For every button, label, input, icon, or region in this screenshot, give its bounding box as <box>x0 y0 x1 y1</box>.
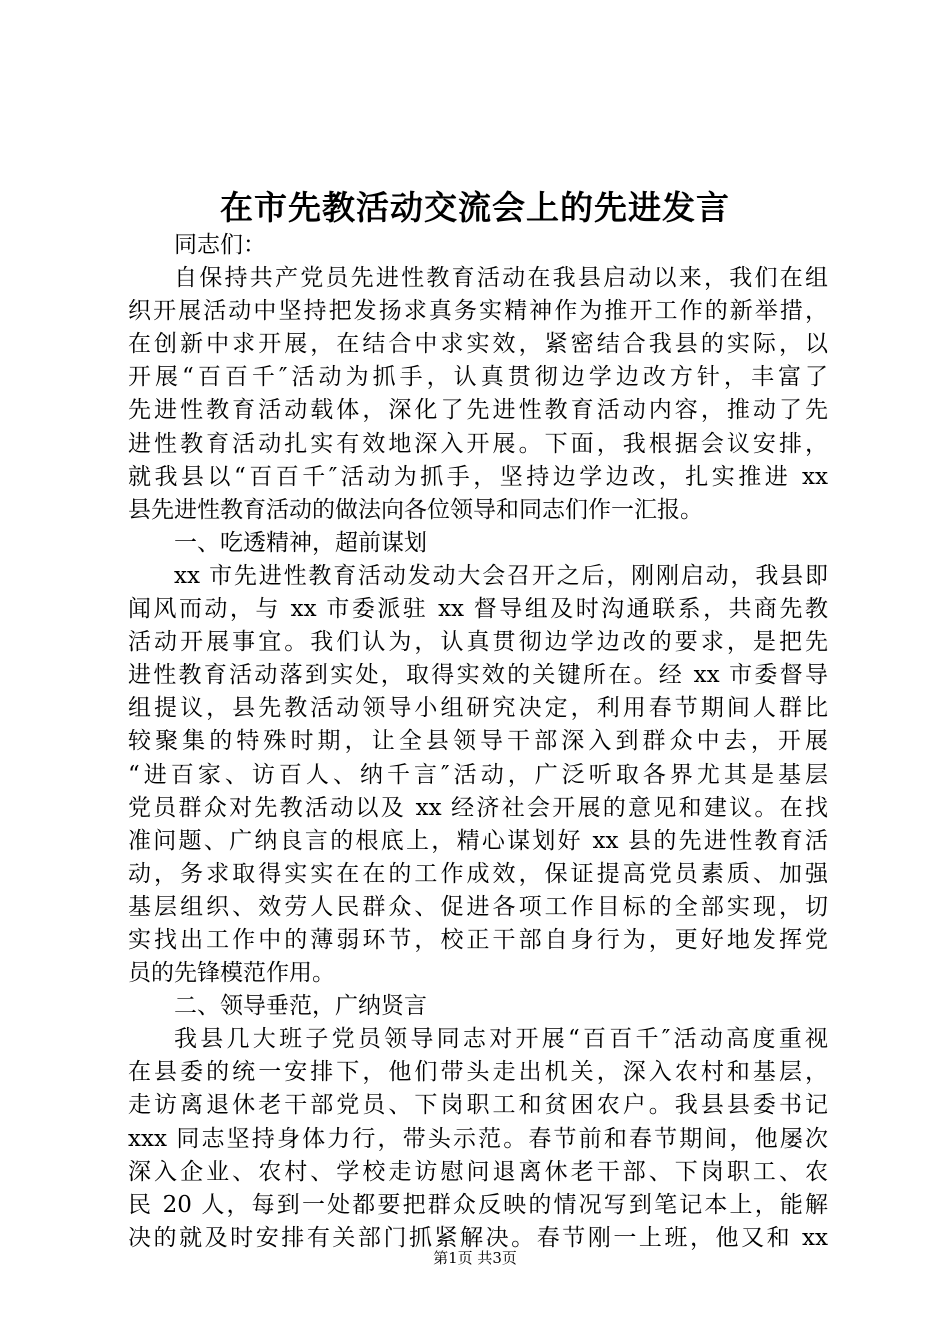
document-title: 在市先教活动交流会上的先进发言 <box>220 188 730 227</box>
paragraph-line: 员的先锋模范作用。 <box>128 960 335 987</box>
paragraph-line: 自保持共产党员先进性教育活动在我县启动以来，我们在组 <box>174 265 828 292</box>
paragraph-line: 基层组织、效劳人民群众、促进各项工作目标的全部实现，切 <box>128 893 828 920</box>
paragraph-line: 活动开展事宜。我们认为，认真贯彻边学边改的要求，是把先 <box>128 629 828 656</box>
paragraph-line: “进百家、访百人、纳千言″活动，广泛听取各界尤其是基层 <box>128 761 828 788</box>
paragraph-line: 开展“百百千″活动为抓手，认真贯彻边学边改方针，丰富了 <box>128 364 828 391</box>
paragraph-line: 决的就及时安排有关部门抓紧解决。春节刚一上班，他又和 xx <box>128 1224 828 1251</box>
paragraph-line: 织开展活动中坚持把发扬求真务实精神作为推开工作的新举措， <box>128 298 828 325</box>
paragraph-line: 准问题、广纳良言的根底上，精心谋划好 xx 县的先进性教育活 <box>128 827 828 854</box>
document-body <box>128 229 828 1255</box>
paragraph-line: 我县几大班子党员领导同志对开展“百百千″活动高度重视 <box>174 1026 828 1053</box>
paragraph-line: 闻风而动，与 xx 市委派驻 xx 督导组及时沟通联系，共商先教 <box>128 596 828 623</box>
paragraph-line: 党员群众对先教活动以及 xx 经济社会开展的意见和建议。在找 <box>128 794 828 821</box>
paragraph-line: 在创新中求开展，在结合中求实效，紧密结合我县的实际，以 <box>128 331 828 358</box>
section-heading: 二、领导垂范，广纳贤言 <box>174 993 427 1020</box>
paragraph-line: 进性教育活动落到实处，取得实效的关键所在。经 xx 市委督导 <box>128 662 828 689</box>
paragraph-line: 就我县以“百百千″活动为抓手，坚持边学边改，扎实推进 xx <box>128 463 828 490</box>
page-footer: 第1页 共3页 <box>433 1249 517 1267</box>
paragraph-line: 较聚集的特殊时期，让全县领导干部深入到群众中去，开展 <box>128 728 828 755</box>
paragraph-line: 在县委的统一安排下，他们带头走出机关，深入农村和基层， <box>128 1059 828 1086</box>
paragraph-line: 深入企业、农村、学校走访慰问退离休老干部、下岗职工、农 <box>128 1158 828 1185</box>
section-heading: 一、吃透精神，超前谋划 <box>174 529 427 556</box>
paragraph-line: xx 市先进性教育活动发动大会召开之后，刚刚启动，我县即 <box>174 562 828 589</box>
paragraph-line: 进性教育活动扎实有效地深入开展。下面，我根据会议安排， <box>128 430 828 457</box>
paragraph-line: 先进性教育活动载体，深化了先进性教育活动内容，推动了先 <box>128 397 828 424</box>
paragraph-line: 县先进性教育活动的做法向各位领导和同志们作一汇报。 <box>128 496 703 523</box>
paragraph-line: 走访离退休老干部党员、下岗职工和贫困农户。我县县委书记 <box>128 1092 828 1119</box>
paragraph-line: 动，务求取得实实在在的工作成效，保证提高党员素质、加强 <box>128 860 828 887</box>
paragraph-line: xxx 同志坚持身体力行，带头示范。春节前和春节期间，他屡次 <box>128 1125 828 1152</box>
salutation: 同志们： <box>174 232 266 258</box>
paragraph-line: 民 20 人，每到一处都要把群众反映的情况写到笔记本上，能解 <box>128 1191 828 1218</box>
paragraph-line: 组提议，县先教活动领导小组研究决定，利用春节期间人群比 <box>128 695 828 722</box>
paragraph-line: 实找出工作中的薄弱环节，校正干部自身行为，更好地发挥党 <box>128 926 828 953</box>
